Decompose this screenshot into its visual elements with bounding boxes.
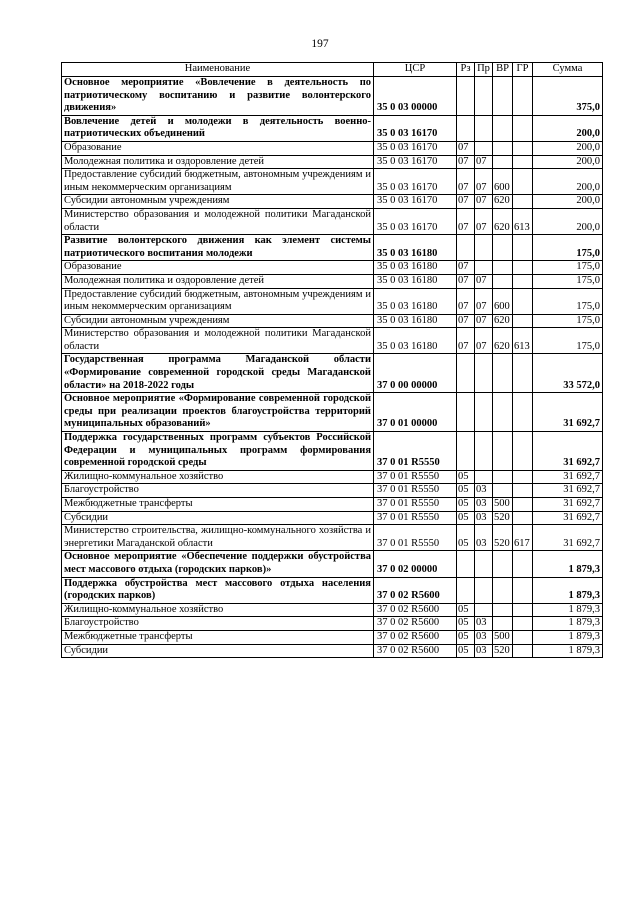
row-pr bbox=[475, 115, 493, 141]
row-rz: 07 bbox=[457, 288, 475, 314]
row-vr bbox=[493, 354, 513, 393]
row-pr: 03 bbox=[475, 644, 493, 658]
row-gr bbox=[513, 77, 533, 116]
row-csr: 35 0 03 16170 bbox=[374, 115, 457, 141]
header-row bbox=[62, 63, 603, 77]
row-pr: 07 bbox=[475, 288, 493, 314]
row-gr bbox=[513, 354, 533, 393]
row-csr: 35 0 03 16180 bbox=[374, 288, 457, 314]
row-name: Межбюджетные трансферты bbox=[62, 630, 374, 644]
row-vr: 520 bbox=[493, 525, 513, 551]
row-pr: 03 bbox=[475, 525, 493, 551]
table-row bbox=[62, 155, 603, 169]
table-row bbox=[62, 525, 603, 551]
row-csr: 35 0 03 16180 bbox=[374, 274, 457, 288]
row-rz: 05 bbox=[457, 498, 475, 512]
row-name: Развитие волонтерского движения как элемент системы патриотического воспитания молодежи bbox=[62, 235, 374, 261]
row-gr bbox=[513, 432, 533, 471]
row-vr: 620 bbox=[493, 195, 513, 209]
row-gr bbox=[513, 617, 533, 631]
table-row bbox=[62, 208, 603, 234]
row-rz bbox=[457, 77, 475, 116]
row-csr: 37 0 02 R5600 bbox=[374, 630, 457, 644]
row-csr: 37 0 01 R5550 bbox=[374, 484, 457, 498]
row-sum: 33 572,0 bbox=[533, 354, 603, 393]
row-name: Поддержка обустройства мест массового отдыха населения (городских парков) bbox=[62, 577, 374, 603]
row-gr bbox=[513, 498, 533, 512]
row-vr: 600 bbox=[493, 169, 513, 195]
row-vr bbox=[493, 393, 513, 432]
row-rz: 05 bbox=[457, 484, 475, 498]
row-rz: 07 bbox=[457, 314, 475, 328]
row-sum: 200,0 bbox=[533, 141, 603, 155]
row-sum: 175,0 bbox=[533, 314, 603, 328]
row-name: Образование bbox=[62, 261, 374, 275]
row-pr: 07 bbox=[475, 314, 493, 328]
row-csr: 35 0 03 16170 bbox=[374, 195, 457, 209]
row-csr: 37 0 01 R5550 bbox=[374, 498, 457, 512]
row-csr: 37 0 01 R5550 bbox=[374, 511, 457, 525]
header-rz: Рз bbox=[457, 63, 475, 77]
row-vr bbox=[493, 77, 513, 116]
table-row bbox=[62, 470, 603, 484]
row-pr bbox=[475, 261, 493, 275]
row-name: Основное мероприятие «Обеспечение поддержки обустройства мест массового отдыха (городских парков)» bbox=[62, 551, 374, 577]
row-name: Вовлечение детей и молодежи в деятельность военно-патриотических объединений bbox=[62, 115, 374, 141]
table-row bbox=[62, 617, 603, 631]
row-pr bbox=[475, 77, 493, 116]
row-csr: 35 0 03 00000 bbox=[374, 77, 457, 116]
table-row bbox=[62, 261, 603, 275]
row-rz: 07 bbox=[457, 169, 475, 195]
row-rz bbox=[457, 235, 475, 261]
row-sum: 31 692,7 bbox=[533, 525, 603, 551]
row-sum: 375,0 bbox=[533, 77, 603, 116]
row-name: Межбюджетные трансферты bbox=[62, 498, 374, 512]
row-rz: 05 bbox=[457, 630, 475, 644]
row-rz: 07 bbox=[457, 274, 475, 288]
row-pr bbox=[475, 577, 493, 603]
row-rz: 07 bbox=[457, 195, 475, 209]
row-csr: 35 0 03 16170 bbox=[374, 155, 457, 169]
row-vr bbox=[493, 141, 513, 155]
row-vr bbox=[493, 261, 513, 275]
table-row bbox=[62, 551, 603, 577]
table-header bbox=[62, 63, 603, 77]
row-gr bbox=[513, 484, 533, 498]
row-sum: 31 692,7 bbox=[533, 432, 603, 471]
row-name: Предоставление субсидий бюджетным, автономным учреждениям и иным некоммерческим организациям bbox=[62, 169, 374, 195]
row-rz bbox=[457, 115, 475, 141]
row-vr bbox=[493, 155, 513, 169]
row-gr bbox=[513, 141, 533, 155]
row-name: Предоставление субсидий бюджетным, автономным учреждениям и иным некоммерческим организациям bbox=[62, 288, 374, 314]
row-rz: 07 bbox=[457, 328, 475, 354]
row-name: Министерство образования и молодежной политики Магаданской области bbox=[62, 328, 374, 354]
row-name: Субсидии bbox=[62, 644, 374, 658]
row-csr: 37 0 02 R5600 bbox=[374, 644, 457, 658]
table-row bbox=[62, 432, 603, 471]
row-gr bbox=[513, 577, 533, 603]
row-csr: 35 0 03 16170 bbox=[374, 169, 457, 195]
row-name: Основное мероприятие «Формирование современной городской среды при реализации проектов благоустройства территорий муниципальных образований» bbox=[62, 393, 374, 432]
row-sum: 31 692,7 bbox=[533, 470, 603, 484]
table-row bbox=[62, 603, 603, 617]
header-sum: Сумма bbox=[533, 63, 603, 77]
table-row bbox=[62, 484, 603, 498]
row-csr: 37 0 02 R5600 bbox=[374, 603, 457, 617]
budget-table bbox=[61, 62, 603, 658]
row-rz: 07 bbox=[457, 261, 475, 275]
table-row bbox=[62, 511, 603, 525]
row-gr bbox=[513, 470, 533, 484]
row-vr: 620 bbox=[493, 208, 513, 234]
row-pr: 07 bbox=[475, 195, 493, 209]
row-gr bbox=[513, 169, 533, 195]
row-rz: 05 bbox=[457, 525, 475, 551]
row-rz: 07 bbox=[457, 208, 475, 234]
header-vr: ВР bbox=[493, 63, 513, 77]
row-rz: 05 bbox=[457, 617, 475, 631]
row-sum: 175,0 bbox=[533, 274, 603, 288]
row-pr bbox=[475, 432, 493, 471]
row-vr bbox=[493, 617, 513, 631]
row-name: Министерство строительства, жилищно-коммунального хозяйства и энергетики Магаданской области bbox=[62, 525, 374, 551]
row-sum: 200,0 bbox=[533, 169, 603, 195]
row-rz: 07 bbox=[457, 155, 475, 169]
row-rz: 07 bbox=[457, 141, 475, 155]
row-gr: 617 bbox=[513, 525, 533, 551]
row-sum: 175,0 bbox=[533, 328, 603, 354]
row-pr bbox=[475, 235, 493, 261]
row-sum: 1 879,3 bbox=[533, 644, 603, 658]
row-gr bbox=[513, 630, 533, 644]
row-vr: 600 bbox=[493, 288, 513, 314]
table-body bbox=[62, 77, 603, 658]
row-name: Субсидии bbox=[62, 511, 374, 525]
row-csr: 37 0 01 R5550 bbox=[374, 525, 457, 551]
row-pr: 07 bbox=[475, 328, 493, 354]
header-gr: ГР bbox=[513, 63, 533, 77]
row-sum: 31 692,7 bbox=[533, 498, 603, 512]
row-sum: 175,0 bbox=[533, 288, 603, 314]
row-sum: 200,0 bbox=[533, 155, 603, 169]
row-csr: 35 0 03 16170 bbox=[374, 208, 457, 234]
row-rz bbox=[457, 354, 475, 393]
table-row bbox=[62, 288, 603, 314]
row-vr bbox=[493, 115, 513, 141]
row-gr bbox=[513, 288, 533, 314]
row-pr: 07 bbox=[475, 155, 493, 169]
row-rz bbox=[457, 551, 475, 577]
row-gr bbox=[513, 155, 533, 169]
row-pr: 03 bbox=[475, 498, 493, 512]
row-gr bbox=[513, 551, 533, 577]
row-gr bbox=[513, 115, 533, 141]
row-pr: 07 bbox=[475, 274, 493, 288]
row-csr: 37 0 02 00000 bbox=[374, 551, 457, 577]
row-sum: 1 879,3 bbox=[533, 603, 603, 617]
row-gr bbox=[513, 603, 533, 617]
row-gr bbox=[513, 314, 533, 328]
row-gr bbox=[513, 393, 533, 432]
row-pr bbox=[475, 141, 493, 155]
table-row bbox=[62, 141, 603, 155]
table-row bbox=[62, 644, 603, 658]
row-name: Министерство образования и молодежной политики Магаданской области bbox=[62, 208, 374, 234]
row-rz bbox=[457, 577, 475, 603]
row-sum: 175,0 bbox=[533, 261, 603, 275]
row-rz bbox=[457, 432, 475, 471]
row-name: Основное мероприятие «Вовлечение в деятельность по патриотическому воспитанию и развитие волонтерского движения» bbox=[62, 77, 374, 116]
row-vr bbox=[493, 484, 513, 498]
row-csr: 37 0 01 R5550 bbox=[374, 432, 457, 471]
row-sum: 200,0 bbox=[533, 195, 603, 209]
row-pr: 07 bbox=[475, 208, 493, 234]
row-rz: 05 bbox=[457, 603, 475, 617]
table-row bbox=[62, 393, 603, 432]
header-pr: Пр bbox=[475, 63, 493, 77]
row-gr bbox=[513, 195, 533, 209]
table-row bbox=[62, 77, 603, 116]
row-sum: 200,0 bbox=[533, 208, 603, 234]
row-name: Субсидии автономным учреждениям bbox=[62, 195, 374, 209]
row-gr bbox=[513, 511, 533, 525]
row-csr: 35 0 03 16180 bbox=[374, 235, 457, 261]
table-row bbox=[62, 169, 603, 195]
table-row bbox=[62, 328, 603, 354]
page-number: 197 bbox=[311, 38, 329, 50]
row-csr: 37 0 02 R5600 bbox=[374, 577, 457, 603]
row-csr: 37 0 02 R5600 bbox=[374, 617, 457, 631]
row-pr bbox=[475, 393, 493, 432]
table-row bbox=[62, 235, 603, 261]
row-pr: 03 bbox=[475, 630, 493, 644]
row-vr bbox=[493, 432, 513, 471]
row-name: Молодежная политика и оздоровление детей bbox=[62, 155, 374, 169]
row-rz bbox=[457, 393, 475, 432]
row-pr bbox=[475, 603, 493, 617]
row-csr: 35 0 03 16180 bbox=[374, 261, 457, 275]
row-sum: 31 692,7 bbox=[533, 484, 603, 498]
row-name: Жилищно-коммунальное хозяйство bbox=[62, 603, 374, 617]
row-name: Молодежная политика и оздоровление детей bbox=[62, 274, 374, 288]
row-csr: 35 0 03 16170 bbox=[374, 141, 457, 155]
row-sum: 175,0 bbox=[533, 235, 603, 261]
row-sum: 31 692,7 bbox=[533, 511, 603, 525]
row-vr: 500 bbox=[493, 630, 513, 644]
row-gr bbox=[513, 235, 533, 261]
row-csr: 37 0 00 00000 bbox=[374, 354, 457, 393]
row-gr: 613 bbox=[513, 328, 533, 354]
row-gr bbox=[513, 644, 533, 658]
row-vr: 620 bbox=[493, 314, 513, 328]
table-row bbox=[62, 498, 603, 512]
row-vr bbox=[493, 603, 513, 617]
row-vr bbox=[493, 235, 513, 261]
row-csr: 37 0 01 R5550 bbox=[374, 470, 457, 484]
row-name: Субсидии автономным учреждениям bbox=[62, 314, 374, 328]
row-pr: 03 bbox=[475, 617, 493, 631]
row-rz: 05 bbox=[457, 470, 475, 484]
row-gr bbox=[513, 274, 533, 288]
row-name: Благоустройство bbox=[62, 617, 374, 631]
row-vr: 620 bbox=[493, 328, 513, 354]
table-row bbox=[62, 630, 603, 644]
row-sum: 31 692,7 bbox=[533, 393, 603, 432]
row-vr bbox=[493, 470, 513, 484]
row-name: Благоустройство bbox=[62, 484, 374, 498]
row-sum: 1 879,3 bbox=[533, 577, 603, 603]
row-vr bbox=[493, 551, 513, 577]
row-vr: 520 bbox=[493, 644, 513, 658]
row-pr: 03 bbox=[475, 511, 493, 525]
row-name: Образование bbox=[62, 141, 374, 155]
row-sum: 1 879,3 bbox=[533, 551, 603, 577]
row-vr bbox=[493, 274, 513, 288]
row-name: Жилищно-коммунальное хозяйство bbox=[62, 470, 374, 484]
row-sum: 200,0 bbox=[533, 115, 603, 141]
row-pr: 07 bbox=[475, 169, 493, 195]
table-row bbox=[62, 577, 603, 603]
table-row bbox=[62, 314, 603, 328]
header-name: Наименование bbox=[62, 63, 374, 77]
row-vr bbox=[493, 577, 513, 603]
row-pr bbox=[475, 470, 493, 484]
table-row bbox=[62, 115, 603, 141]
row-pr: 03 bbox=[475, 484, 493, 498]
table-row bbox=[62, 274, 603, 288]
row-name: Государственная программа Магаданской области «Формирование современной городской среды Магаданской области» на 2018-2022 годы bbox=[62, 354, 374, 393]
row-pr bbox=[475, 354, 493, 393]
row-csr: 37 0 01 00000 bbox=[374, 393, 457, 432]
row-vr: 520 bbox=[493, 511, 513, 525]
row-rz: 05 bbox=[457, 644, 475, 658]
row-rz: 05 bbox=[457, 511, 475, 525]
header-csr: ЦСР bbox=[374, 63, 457, 77]
row-csr: 35 0 03 16180 bbox=[374, 328, 457, 354]
table-row bbox=[62, 195, 603, 209]
row-csr: 35 0 03 16180 bbox=[374, 314, 457, 328]
row-sum: 1 879,3 bbox=[533, 617, 603, 631]
table-row bbox=[62, 354, 603, 393]
row-vr: 500 bbox=[493, 498, 513, 512]
row-name: Поддержка государственных программ субъектов Российской Федерации и муниципальных программ формирования современной городской среды bbox=[62, 432, 374, 471]
row-gr bbox=[513, 261, 533, 275]
row-gr: 613 bbox=[513, 208, 533, 234]
row-sum: 1 879,3 bbox=[533, 630, 603, 644]
row-pr bbox=[475, 551, 493, 577]
